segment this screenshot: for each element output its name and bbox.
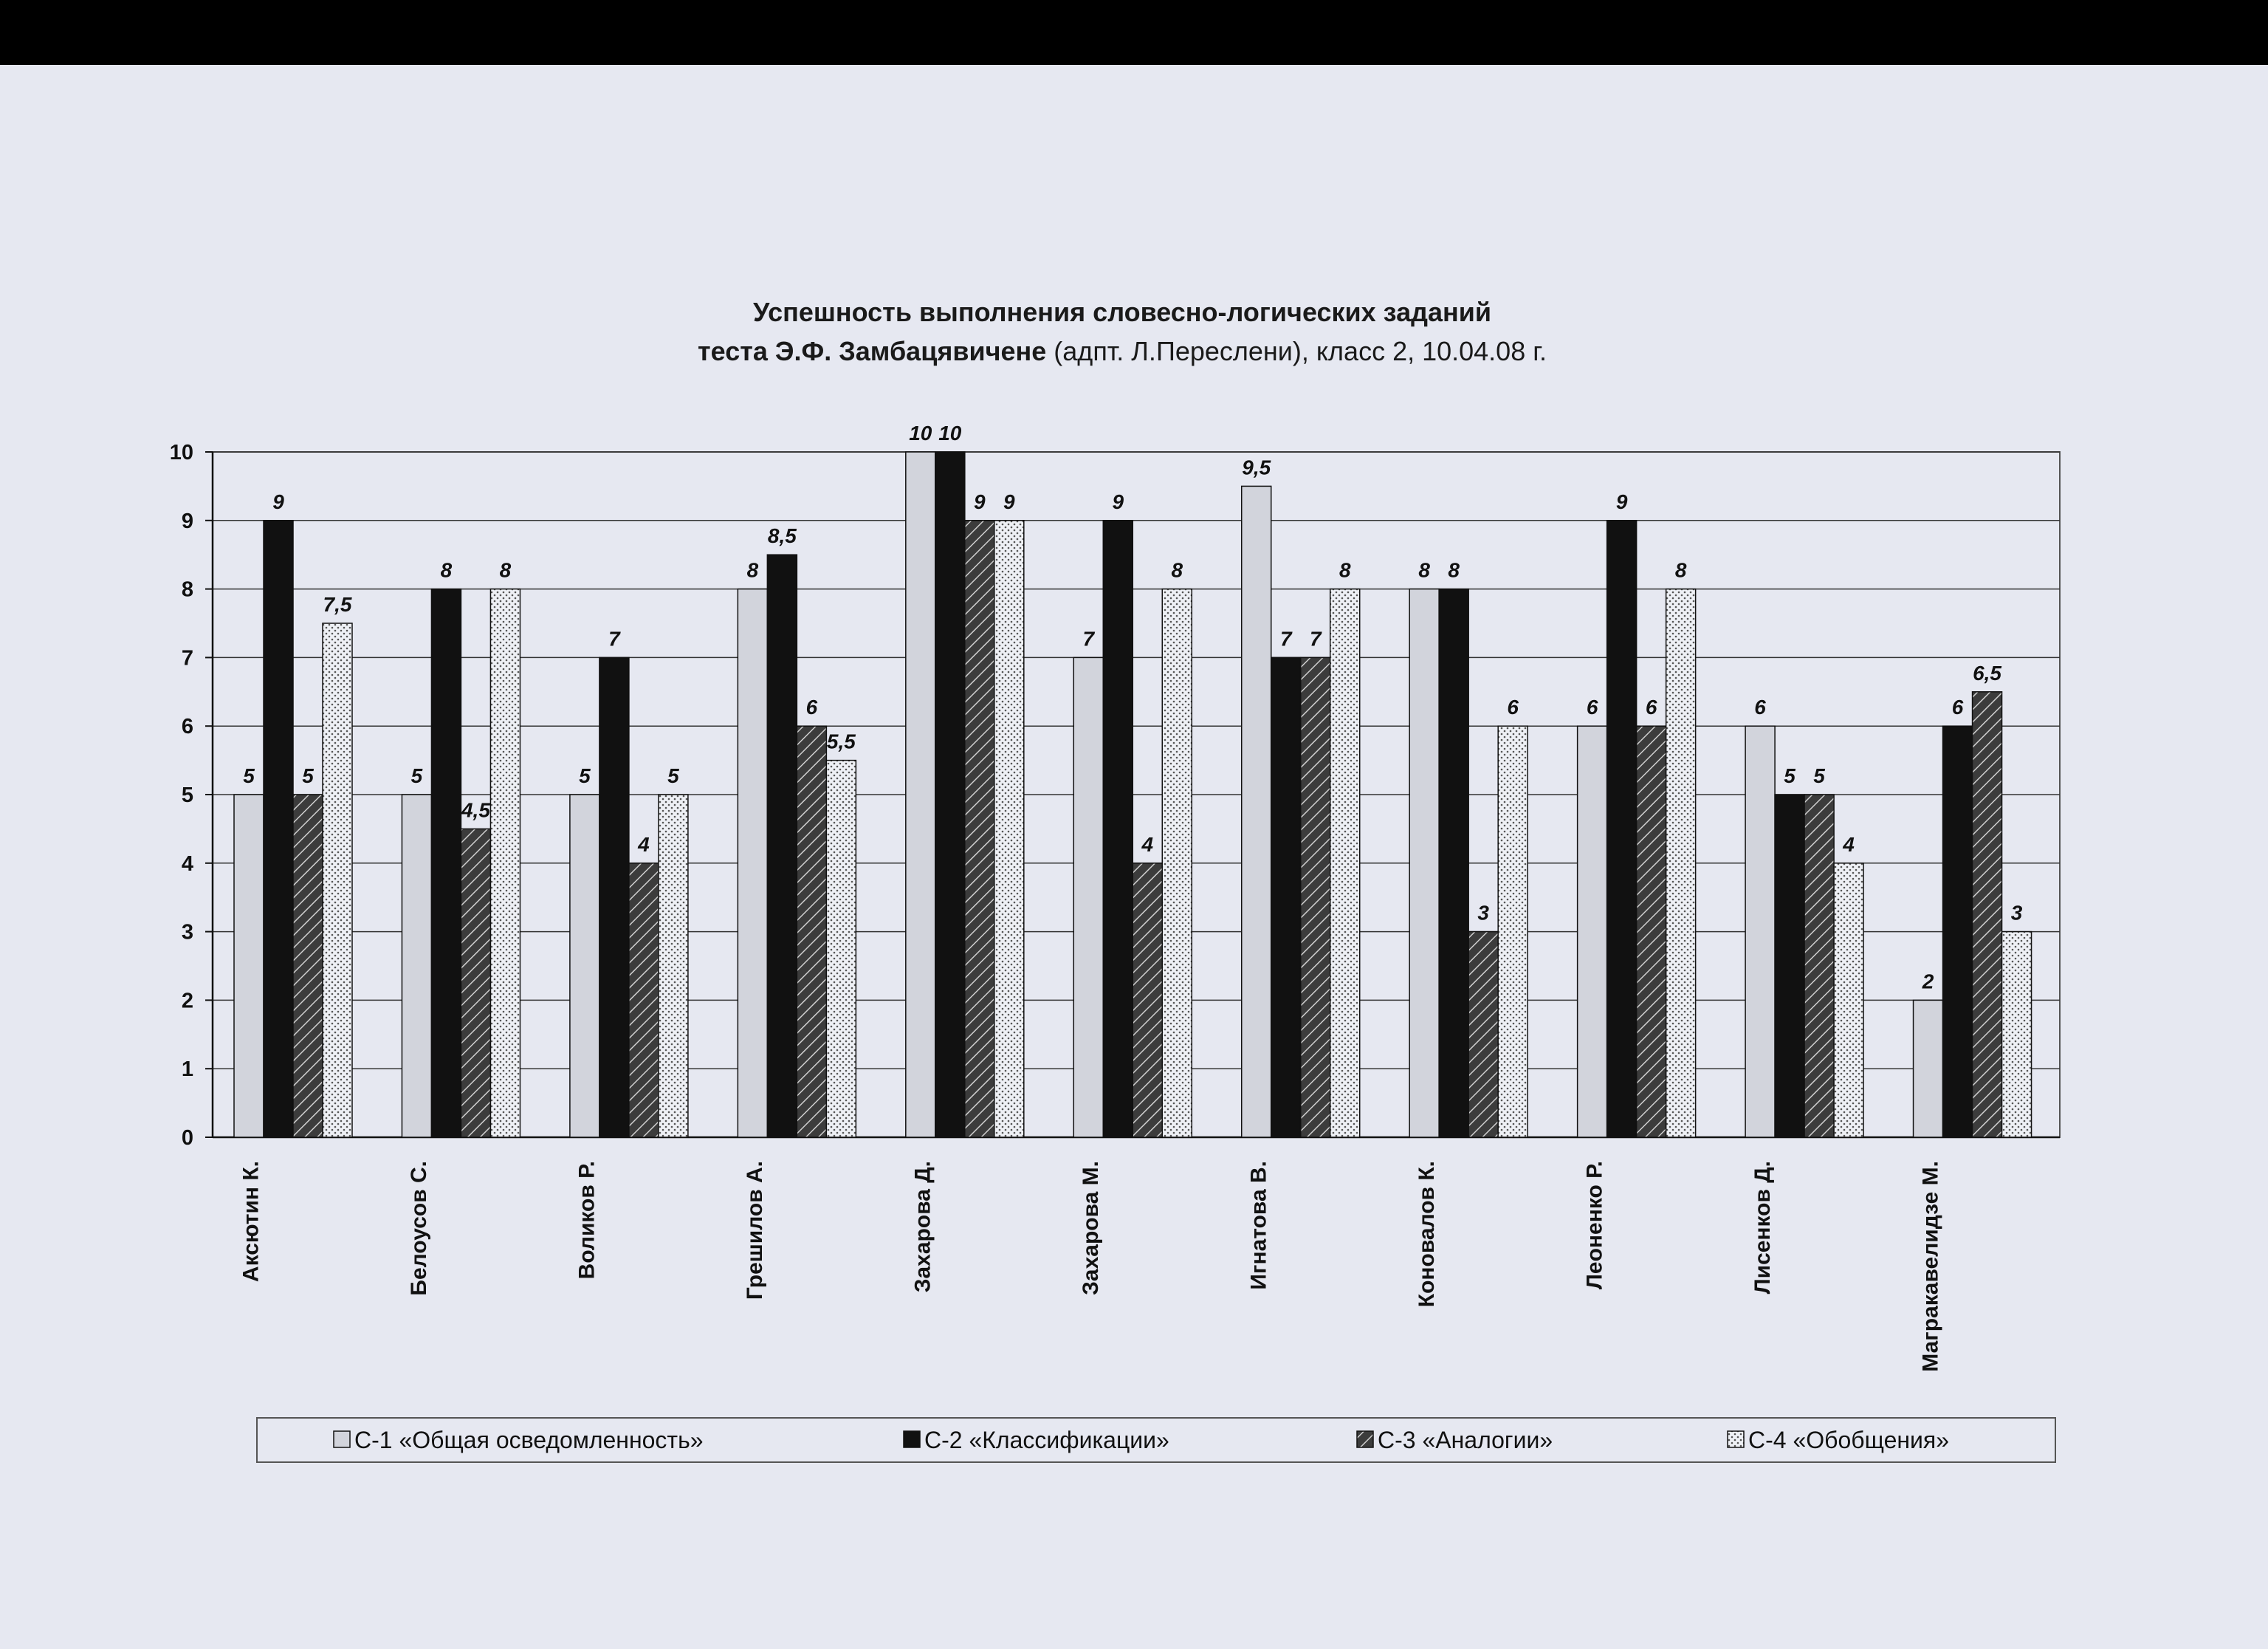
- data-label: 8: [1339, 558, 1351, 582]
- legend-swatch: [904, 1431, 920, 1447]
- bar-s3-6: [1301, 657, 1330, 1137]
- data-label: 9,5: [1242, 456, 1271, 479]
- data-label: 8: [1171, 558, 1183, 582]
- data-label: 8: [1418, 558, 1430, 582]
- data-label: 7: [1279, 627, 1292, 651]
- data-label: 5: [667, 764, 679, 787]
- bars: [234, 452, 2032, 1137]
- data-label: 6: [1586, 696, 1598, 719]
- bar-s4-7: [1498, 726, 1528, 1137]
- data-label: 6,5: [1973, 661, 2002, 685]
- chart-title-line2-bold: теста Э.Ф. Замбацявичене: [698, 336, 1047, 366]
- data-label: 9: [974, 490, 986, 513]
- data-label: 3: [2010, 901, 2023, 925]
- data-label: 2: [1922, 970, 1934, 993]
- bar-s4-10: [2002, 932, 2032, 1137]
- bar-s3-1: [461, 829, 490, 1137]
- data-label: 9: [1003, 490, 1015, 513]
- bar-s2-6: [1271, 657, 1301, 1137]
- data-label: 9: [1112, 490, 1124, 513]
- category-label: Белоусов С.: [407, 1161, 432, 1296]
- data-label: 4,5: [461, 798, 490, 822]
- bar-s4-3: [826, 761, 856, 1137]
- bar-s3-3: [797, 726, 826, 1137]
- y-tick-label: 10: [169, 441, 193, 464]
- data-label: 6: [1645, 696, 1657, 719]
- bar-s2-5: [1103, 521, 1133, 1137]
- data-label: 6: [1507, 696, 1519, 719]
- bar-s3-8: [1637, 726, 1666, 1137]
- y-tick-label: 0: [181, 1126, 193, 1150]
- data-label: 6: [1754, 696, 1766, 719]
- bar-s4-4: [994, 521, 1024, 1137]
- data-label: 8: [1674, 558, 1687, 582]
- bar-s4-5: [1162, 589, 1192, 1137]
- bar-s1-6: [1242, 486, 1271, 1137]
- category-label: Коновалов К.: [1414, 1161, 1439, 1308]
- category-label: Грешилов А.: [743, 1161, 768, 1300]
- bar-s4-9: [1834, 863, 1863, 1137]
- data-label: 6: [805, 696, 818, 719]
- data-label: 10: [909, 422, 932, 445]
- category-label: Захарова М.: [1079, 1161, 1103, 1295]
- y-tick-label: 1: [181, 1057, 193, 1082]
- chart-title-line1: Успешность выполнения словесно-логических заданий: [752, 297, 1492, 327]
- y-tick-label: 6: [181, 715, 193, 739]
- data-label: 9: [272, 490, 284, 513]
- bar-s4-0: [323, 623, 352, 1137]
- data-label: 8,5: [767, 524, 797, 548]
- data-label: 8: [499, 558, 512, 582]
- bar-s4-6: [1330, 589, 1360, 1137]
- bar-s1-8: [1578, 726, 1607, 1137]
- data-label: 3: [1477, 901, 1489, 925]
- data-label: 5: [302, 764, 314, 787]
- bar-s1-4: [906, 452, 935, 1137]
- bar-s3-7: [1468, 932, 1498, 1137]
- x-axis-categories: [239, 1161, 1943, 1372]
- bar-s1-5: [1073, 657, 1103, 1137]
- data-label: 8: [1448, 558, 1460, 582]
- bar-s2-3: [767, 555, 797, 1137]
- data-label: 6: [1951, 696, 1964, 719]
- y-tick-label: 5: [181, 784, 193, 807]
- bar-s3-10: [1973, 692, 2002, 1137]
- legend-label: С-4 «Обобщения»: [1748, 1427, 1950, 1453]
- category-label: Воликов Р.: [574, 1161, 599, 1280]
- bar-s2-4: [935, 452, 965, 1137]
- bar-s3-5: [1133, 863, 1162, 1137]
- bar-s2-1: [431, 589, 461, 1137]
- bar-s2-7: [1439, 589, 1468, 1137]
- legend: [334, 1427, 1949, 1453]
- bar-s2-0: [264, 521, 293, 1137]
- bar-s1-7: [1409, 589, 1439, 1137]
- category-label: Лисенков Д.: [1750, 1161, 1775, 1295]
- data-label: 5: [410, 764, 423, 787]
- bar-s1-3: [738, 589, 767, 1137]
- bar-s4-8: [1666, 589, 1696, 1137]
- data-label: 7: [1309, 627, 1322, 651]
- bar-s3-0: [293, 795, 323, 1137]
- data-label: 7: [1082, 627, 1095, 651]
- bar-s2-2: [599, 657, 629, 1137]
- bar-s1-9: [1745, 726, 1775, 1137]
- bar-s2-8: [1607, 521, 1637, 1137]
- legend-label: С-1 «Общая осведомленность»: [354, 1427, 704, 1453]
- bar-s2-9: [1775, 795, 1804, 1137]
- data-label: 8: [746, 558, 759, 582]
- data-label: 7,5: [323, 593, 352, 616]
- chart-title-line2: [698, 336, 1547, 366]
- bar-s4-2: [659, 795, 688, 1137]
- data-label: 5: [1813, 764, 1825, 787]
- data-label: 10: [938, 422, 962, 445]
- bar-s4-1: [490, 589, 520, 1137]
- y-tick-label: 9: [181, 509, 193, 533]
- bar-s3-9: [1804, 795, 1834, 1137]
- bar-s1-0: [234, 795, 264, 1137]
- data-label: 5,5: [826, 730, 856, 753]
- y-tick-label: 2: [181, 989, 193, 1013]
- data-label: 5: [579, 764, 591, 787]
- y-tick-label: 8: [181, 577, 193, 602]
- category-label: Леоненко Р.: [1582, 1161, 1607, 1290]
- category-label: Магракавелидзе М.: [1918, 1161, 1943, 1372]
- bar-s3-2: [629, 863, 659, 1137]
- category-label: Игнатова В.: [1246, 1161, 1271, 1290]
- data-label: 8: [440, 558, 453, 582]
- legend-label: С-3 «Аналогии»: [1378, 1427, 1553, 1453]
- bar-s2-10: [1943, 726, 1973, 1137]
- chart-title-line2-rest: (адпт. Л.Переслени), класс 2, 10.04.08 г.: [1046, 336, 1547, 366]
- legend-swatch: [1357, 1431, 1373, 1447]
- data-label: 5: [243, 764, 255, 787]
- data-label: 4: [1843, 832, 1855, 856]
- data-label: 4: [638, 832, 650, 856]
- data-label: 7: [608, 627, 620, 651]
- data-label: 9: [1615, 490, 1628, 513]
- bar-s1-2: [570, 795, 599, 1137]
- y-tick-label: 4: [181, 851, 193, 876]
- y-tick-label: 7: [181, 646, 193, 671]
- data-label: 5: [1784, 764, 1796, 787]
- bar-s1-10: [1914, 1000, 1943, 1137]
- category-label: Захарова Д.: [910, 1161, 935, 1293]
- bar-s3-4: [965, 521, 994, 1137]
- bar-s1-1: [402, 795, 431, 1137]
- y-tick-label: 3: [181, 920, 193, 945]
- legend-swatch: [1728, 1431, 1744, 1447]
- category-label: Аксютин К.: [238, 1161, 264, 1283]
- legend-swatch: [334, 1431, 350, 1447]
- data-label: 4: [1141, 832, 1154, 856]
- legend-label: С-2 «Классификации»: [924, 1427, 1169, 1453]
